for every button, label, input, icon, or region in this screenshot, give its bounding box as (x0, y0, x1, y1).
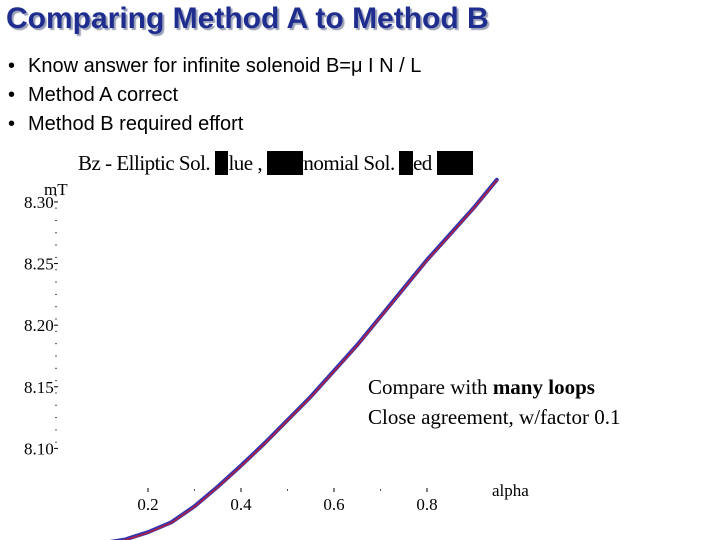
bullet-text: Method A correct (28, 84, 179, 106)
annotation-line-1 (368, 372, 621, 402)
x-axis-label: alpha (492, 481, 529, 500)
series-line (55, 180, 497, 540)
series-line (55, 180, 497, 540)
x-tick-label: 0.6 (323, 495, 345, 514)
annotation-emphasis: many loops (492, 375, 595, 399)
chart-title-part: Line (436, 151, 474, 175)
y-axis (24, 193, 58, 458)
chart-title-part: Poly (266, 151, 304, 175)
bullet-marker: • (8, 84, 16, 106)
x-tick-label: 0.4 (230, 495, 252, 514)
chart-title-part: nomial Sol. (303, 151, 400, 175)
chart-title-part: R (399, 151, 413, 175)
y-axis-label: mT (44, 180, 68, 199)
chart-title-part: ed (412, 151, 432, 175)
chart-title-part: Bz - (78, 151, 117, 175)
bullet-marker: • (8, 55, 16, 77)
y-tick-label: 8.30 (24, 192, 54, 212)
x-axis (137, 488, 437, 514)
y-tick-label: 8.25 (24, 254, 54, 274)
y-tick-label: 8.15 (24, 377, 54, 397)
x-tick-label: 0.2 (137, 495, 159, 514)
annotation-line-2: Close agreement, w/factor 0.1 (368, 405, 621, 429)
bullet-marker: • (8, 113, 16, 135)
y-tick-label: 8.10 (24, 439, 54, 459)
annotation-text: Compare with (368, 375, 493, 399)
bullet-text: Know answer for infinite solenoid B=μ I N / L (28, 55, 422, 77)
y-tick-label: 8.20 (24, 316, 54, 336)
x-tick-label: 0.8 (416, 495, 438, 514)
chart-title-part: lue (228, 151, 253, 175)
annotation (368, 372, 621, 432)
chart-title-part: , (252, 151, 267, 175)
series-layer (55, 180, 497, 540)
chart-title-part: B (214, 151, 229, 175)
bullet-text: Method B required effort (28, 113, 244, 135)
slide-title: Comparing Method A to Method B (6, 2, 489, 35)
chart-title-part: Elliptic Sol. (116, 151, 215, 175)
